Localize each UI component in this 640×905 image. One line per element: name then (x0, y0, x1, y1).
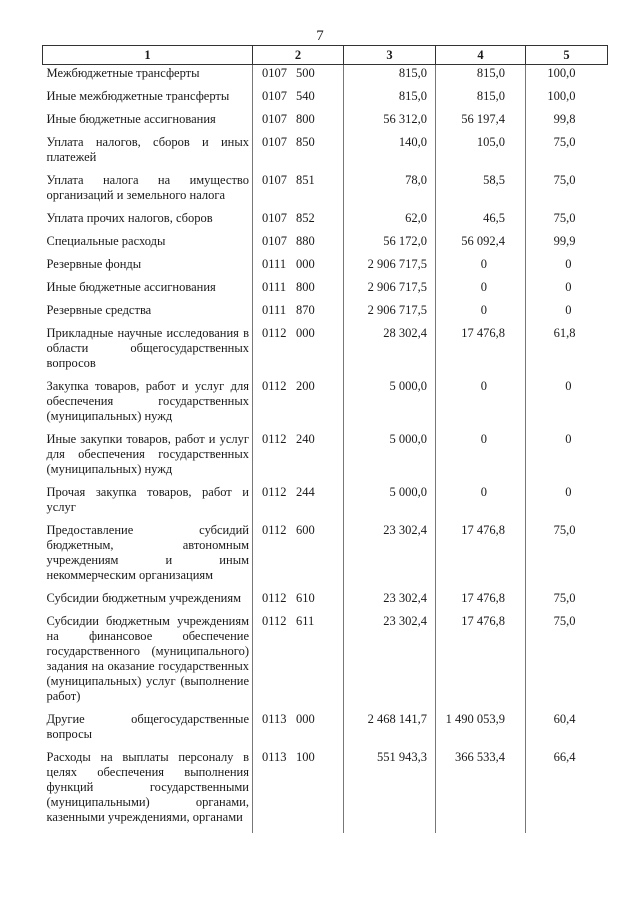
row-value-col5: 75,0 (526, 523, 608, 591)
row-section-code: 0112 (262, 485, 287, 499)
row-value-col4: 17 476,8 (436, 591, 526, 614)
row-code (253, 523, 344, 591)
row-code (253, 750, 344, 833)
row-kind-code: 000 (296, 712, 315, 726)
row-section-code: 0107 (262, 66, 287, 80)
row-name: Закупка товаров, работ и услуг для обеспечения государственных (муниципальных) нужд (46, 379, 249, 423)
table-row (43, 591, 608, 614)
row-name: Прочая закупка товаров, работ и услуг (46, 485, 249, 514)
header-col-1: 1 (43, 46, 253, 65)
row-value-col5: 0 (526, 257, 608, 280)
row-name: Иные бюджетные ассигнования (46, 280, 216, 294)
table-row (43, 485, 608, 523)
header-col-4: 4 (436, 46, 526, 65)
row-name: Резервные средства (46, 303, 152, 317)
row-value-col3: 815,0 (344, 65, 436, 90)
row-value-col5: 60,4 (526, 712, 608, 750)
row-value-col3: 2 906 717,5 (344, 280, 436, 303)
row-value-col5: 75,0 (526, 591, 608, 614)
row-kind-code: 240 (296, 432, 315, 446)
row-value-col5: 0 (526, 303, 608, 326)
table-row (43, 303, 608, 326)
row-kind-code: 540 (296, 89, 315, 103)
row-value-col4: 56 197,4 (436, 112, 526, 135)
row-name: Иные межбюджетные трансферты (46, 89, 230, 103)
row-name: Специальные расходы (46, 234, 166, 248)
table-row (43, 65, 608, 90)
row-value-col4: 17 476,8 (436, 326, 526, 379)
row-name: Иные закупки товаров, работ и услуг для обеспечения государственных (муниципальных) нужд (46, 432, 249, 476)
row-section-code: 0107 (262, 89, 287, 103)
header-col-2: 2 (253, 46, 344, 65)
row-section-code: 0112 (262, 379, 287, 393)
row-value-col5: 0 (526, 485, 608, 523)
row-value-col3: 5 000,0 (344, 432, 436, 485)
table-row (43, 326, 608, 379)
row-section-code: 0111 (262, 257, 287, 271)
row-code (253, 712, 344, 750)
row-section-code: 0107 (262, 135, 287, 149)
row-code (253, 303, 344, 326)
row-section-code: 0112 (262, 591, 287, 605)
row-kind-code: 000 (296, 257, 315, 271)
row-kind-code: 244 (296, 485, 315, 499)
table-row (43, 280, 608, 303)
row-value-col4: 815,0 (436, 89, 526, 112)
row-value-col3: 78,0 (344, 173, 436, 211)
row-name: Предоставление субсидий бюджетным, автономным учреждениям и иным некоммерческим организациям (46, 523, 249, 582)
table-row (43, 211, 608, 234)
row-kind-code: 800 (296, 112, 315, 126)
row-name: Другие общегосударственные вопросы (46, 712, 249, 741)
row-code (253, 65, 344, 90)
row-value-col4: 0 (436, 280, 526, 303)
row-value-col4: 17 476,8 (436, 523, 526, 591)
row-kind-code: 850 (296, 135, 315, 149)
row-kind-code: 610 (296, 591, 315, 605)
row-value-col5: 61,8 (526, 326, 608, 379)
table-row (43, 432, 608, 485)
row-value-col5: 100,0 (526, 65, 608, 90)
table-row (43, 712, 608, 750)
row-value-col4: 46,5 (436, 211, 526, 234)
row-name: Прикладные научные исследования в области общегосударственных вопросов (46, 326, 249, 370)
row-kind-code: 852 (296, 211, 315, 225)
row-value-col3: 815,0 (344, 89, 436, 112)
row-kind-code: 880 (296, 234, 315, 248)
row-code (253, 211, 344, 234)
row-value-col4: 366 533,4 (436, 750, 526, 833)
table-header (43, 46, 608, 65)
row-value-col3: 56 172,0 (344, 234, 436, 257)
row-code (253, 614, 344, 712)
row-name: Иные бюджетные ассигнования (46, 112, 216, 126)
row-code (253, 173, 344, 211)
row-value-col3: 5 000,0 (344, 485, 436, 523)
row-value-col3: 140,0 (344, 135, 436, 173)
row-section-code: 0107 (262, 234, 287, 248)
row-code (253, 432, 344, 485)
row-value-col3: 2 906 717,5 (344, 303, 436, 326)
row-name: Расходы на выплаты персоналу в целях обеспечения выполнения функций государственными (муниципальными) органами, казенными учреждениями, органами (46, 750, 249, 824)
row-value-col4: 56 092,4 (436, 234, 526, 257)
row-value-col4: 0 (436, 379, 526, 432)
header-col-5: 5 (526, 46, 608, 65)
row-value-col4: 0 (436, 432, 526, 485)
row-value-col3: 2 468 141,7 (344, 712, 436, 750)
row-section-code: 0112 (262, 432, 287, 446)
budget-table (42, 45, 608, 833)
row-name: Субсидии бюджетным учреждениям на финансовое обеспечение государственного (муниципального) задания на оказание государственных (муниципальных) услуг (выполнение работ) (46, 614, 249, 703)
row-value-col3: 23 302,4 (344, 614, 436, 712)
row-value-col4: 58,5 (436, 173, 526, 211)
row-value-col4: 105,0 (436, 135, 526, 173)
row-kind-code: 500 (296, 66, 315, 80)
row-kind-code: 200 (296, 379, 315, 393)
row-section-code: 0107 (262, 112, 287, 126)
row-code (253, 135, 344, 173)
table-row (43, 112, 608, 135)
row-section-code: 0111 (262, 280, 287, 294)
table-body (43, 65, 608, 834)
row-value-col3: 28 302,4 (344, 326, 436, 379)
row-name: Резервные фонды (46, 257, 142, 271)
row-value-col5: 0 (526, 379, 608, 432)
row-section-code: 0107 (262, 211, 287, 225)
row-section-code: 0113 (262, 750, 287, 764)
row-value-col4: 0 (436, 485, 526, 523)
row-value-col5: 75,0 (526, 135, 608, 173)
page-number: 7 (316, 28, 324, 44)
row-code (253, 280, 344, 303)
row-code (253, 112, 344, 135)
row-kind-code: 800 (296, 280, 315, 294)
row-section-code: 0111 (262, 303, 287, 317)
row-value-col5: 99,8 (526, 112, 608, 135)
table-row (43, 379, 608, 432)
row-value-col5: 75,0 (526, 211, 608, 234)
table-row (43, 173, 608, 211)
row-value-col5: 66,4 (526, 750, 608, 833)
row-value-col4: 17 476,8 (436, 614, 526, 712)
row-name: Уплата налогов, сборов и иных платежей (46, 135, 249, 164)
table-row (43, 750, 608, 833)
table-row (43, 523, 608, 591)
row-kind-code: 600 (296, 523, 315, 537)
row-code (253, 485, 344, 523)
row-code (253, 234, 344, 257)
table-row (43, 257, 608, 280)
row-value-col3: 2 906 717,5 (344, 257, 436, 280)
row-name: Межбюджетные трансферты (46, 66, 200, 80)
row-value-col3: 23 302,4 (344, 591, 436, 614)
row-name: Уплата налога на имущество организаций и земельного налога (46, 173, 249, 202)
row-section-code: 0112 (262, 614, 287, 628)
row-code (253, 591, 344, 614)
row-kind-code: 100 (296, 750, 315, 764)
row-kind-code: 611 (296, 614, 315, 628)
row-value-col4: 815,0 (436, 65, 526, 90)
row-code (253, 379, 344, 432)
row-value-col4: 1 490 053,9 (436, 712, 526, 750)
row-name: Субсидии бюджетным учреждениям (46, 591, 242, 605)
row-value-col3: 62,0 (344, 211, 436, 234)
row-value-col5: 99,9 (526, 234, 608, 257)
table-row (43, 234, 608, 257)
row-value-col5: 75,0 (526, 614, 608, 712)
row-value-col5: 75,0 (526, 173, 608, 211)
row-value-col5: 0 (526, 280, 608, 303)
row-section-code: 0112 (262, 523, 287, 537)
row-value-col3: 5 000,0 (344, 379, 436, 432)
row-value-col5: 100,0 (526, 89, 608, 112)
row-value-col5: 0 (526, 432, 608, 485)
row-value-col3: 23 302,4 (344, 523, 436, 591)
row-code (253, 89, 344, 112)
row-section-code: 0107 (262, 173, 287, 187)
row-section-code: 0112 (262, 326, 287, 340)
table-row (43, 614, 608, 712)
row-kind-code: 851 (296, 173, 315, 187)
row-kind-code: 870 (296, 303, 315, 317)
row-name: Уплата прочих налогов, сборов (46, 211, 213, 225)
table-row (43, 135, 608, 173)
row-section-code: 0113 (262, 712, 287, 726)
row-value-col3: 56 312,0 (344, 112, 436, 135)
row-code (253, 326, 344, 379)
row-value-col3: 551 943,3 (344, 750, 436, 833)
row-kind-code: 000 (296, 326, 315, 340)
row-value-col4: 0 (436, 257, 526, 280)
row-code (253, 257, 344, 280)
header-col-3: 3 (344, 46, 436, 65)
row-value-col4: 0 (436, 303, 526, 326)
table-row (43, 89, 608, 112)
